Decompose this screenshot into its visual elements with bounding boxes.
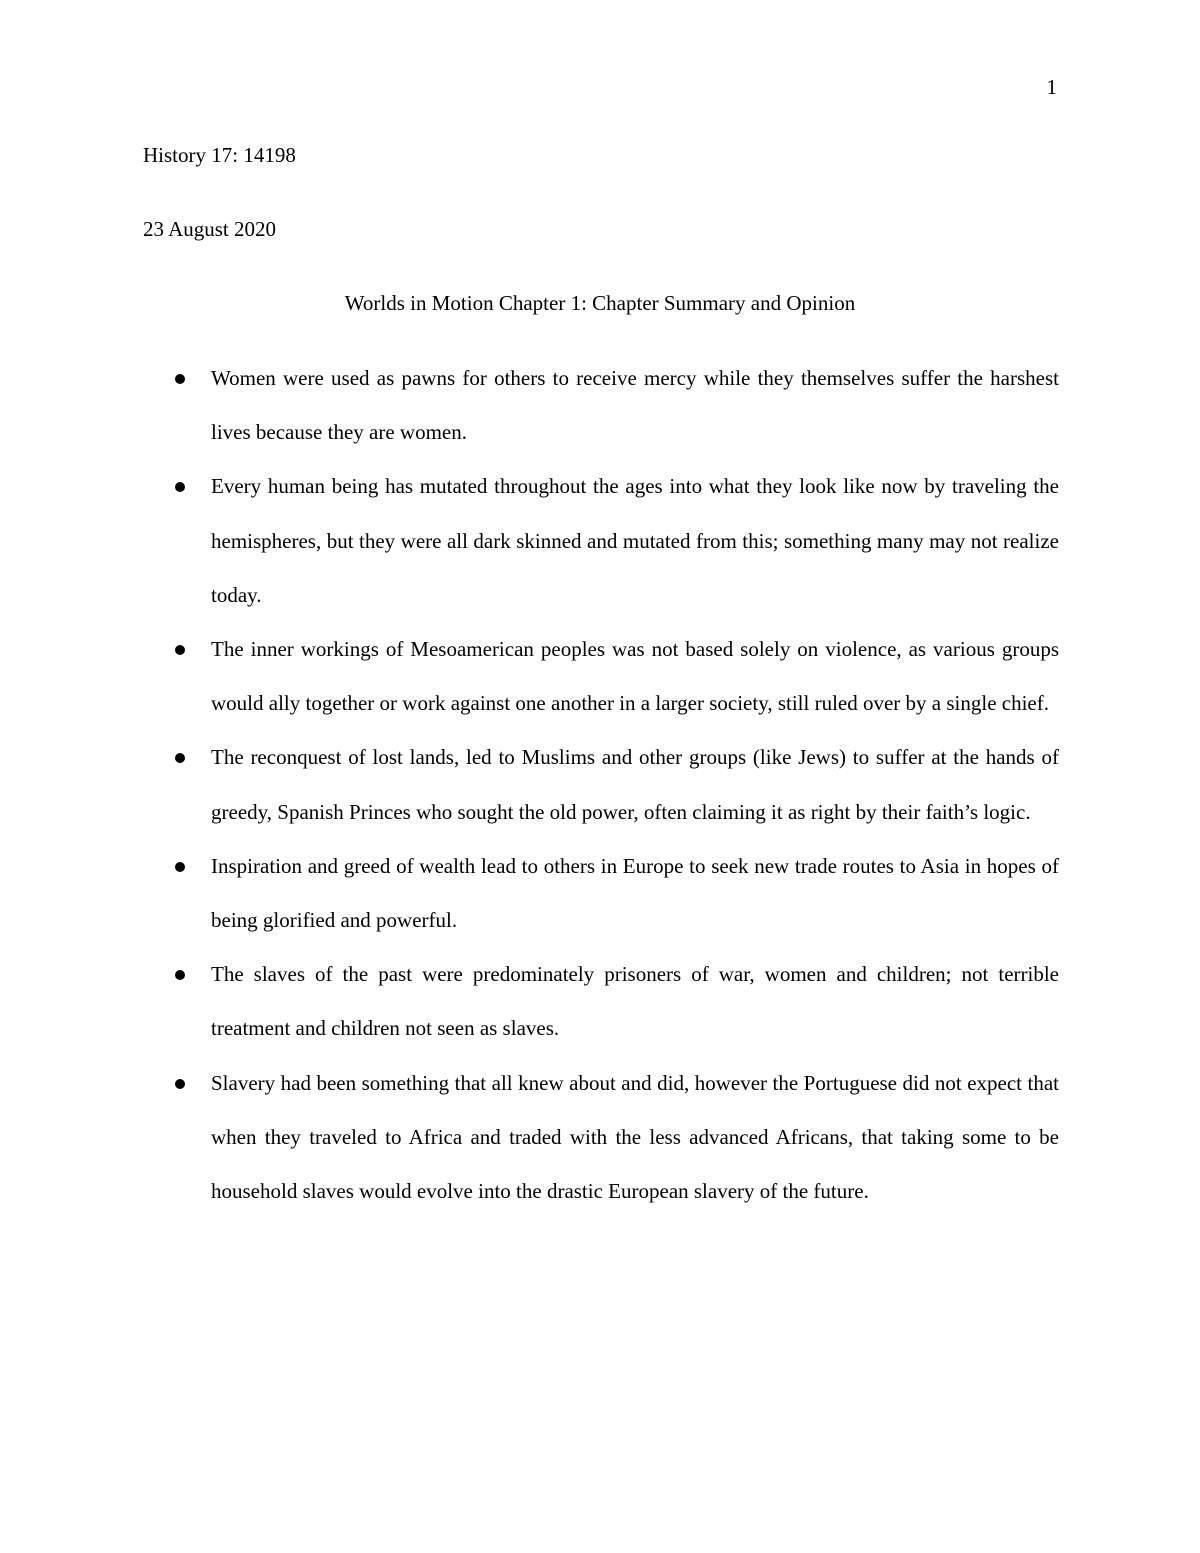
bullet-icon [175, 970, 185, 980]
bullet-icon [175, 753, 185, 763]
bullet-icon [175, 645, 185, 655]
bullet-text: The slaves of the past were predominately prisoners of war, women and children; not terrible treatment and children not seen as slaves. [211, 962, 1059, 1041]
bullet-text: Women were used as pawns for others to receive mercy while they themselves suffer the harshest lives because they are women. [211, 366, 1059, 445]
bullet-icon [175, 374, 185, 384]
bullet-text: Every human being has mutated throughout the ages into what they look like now by traveling the hemispheres, but they were all dark skinned and mutated from this; something many may not realize today. [211, 474, 1059, 607]
bullet-icon [175, 862, 185, 872]
bullet-text: Inspiration and greed of wealth lead to others in Europe to seek new trade routes to Asia in hopes of being glorified and powerful. [211, 853, 1059, 933]
bullet-text: Slavery had been something that all knew about and did, however the Portuguese did not expect that when they traveled to Africa and traded with the less advanced Africans, that taking some to be household slaves would evolve into the drastic European slavery of the future. [211, 1070, 1059, 1204]
bullet-item [143, 839, 1059, 947]
document-title: Worlds in Motion Chapter 1: Chapter Summary and Opinion [344, 291, 856, 315]
bullet-text: The inner workings of Mesoamerican peoples was not based solely on violence, as various groups would ally together or work against one another in a larger society, still ruled over by a single chief. [211, 637, 1059, 716]
bullet-item [143, 947, 1059, 1055]
bullet-icon [175, 482, 185, 492]
summary-bullet-list [143, 351, 1059, 1218]
course-line: History 17: 14198 [143, 143, 296, 167]
bullet-text: The reconquest of lost lands, led to Muslims and other groups (like Jews) to suffer at the hands of greedy, Spanish Princes who sought the old power, often claiming it as right by their faith’s logic. [211, 745, 1059, 824]
date-line: 23 August 2020 [143, 217, 277, 241]
bullet-item [143, 730, 1059, 838]
bullet-item [143, 351, 1059, 459]
page-number: 1 [1046, 75, 1057, 99]
bullet-item [143, 459, 1059, 622]
bullet-icon [175, 1079, 185, 1089]
bullet-item [143, 1056, 1059, 1219]
bullet-item [143, 622, 1059, 730]
